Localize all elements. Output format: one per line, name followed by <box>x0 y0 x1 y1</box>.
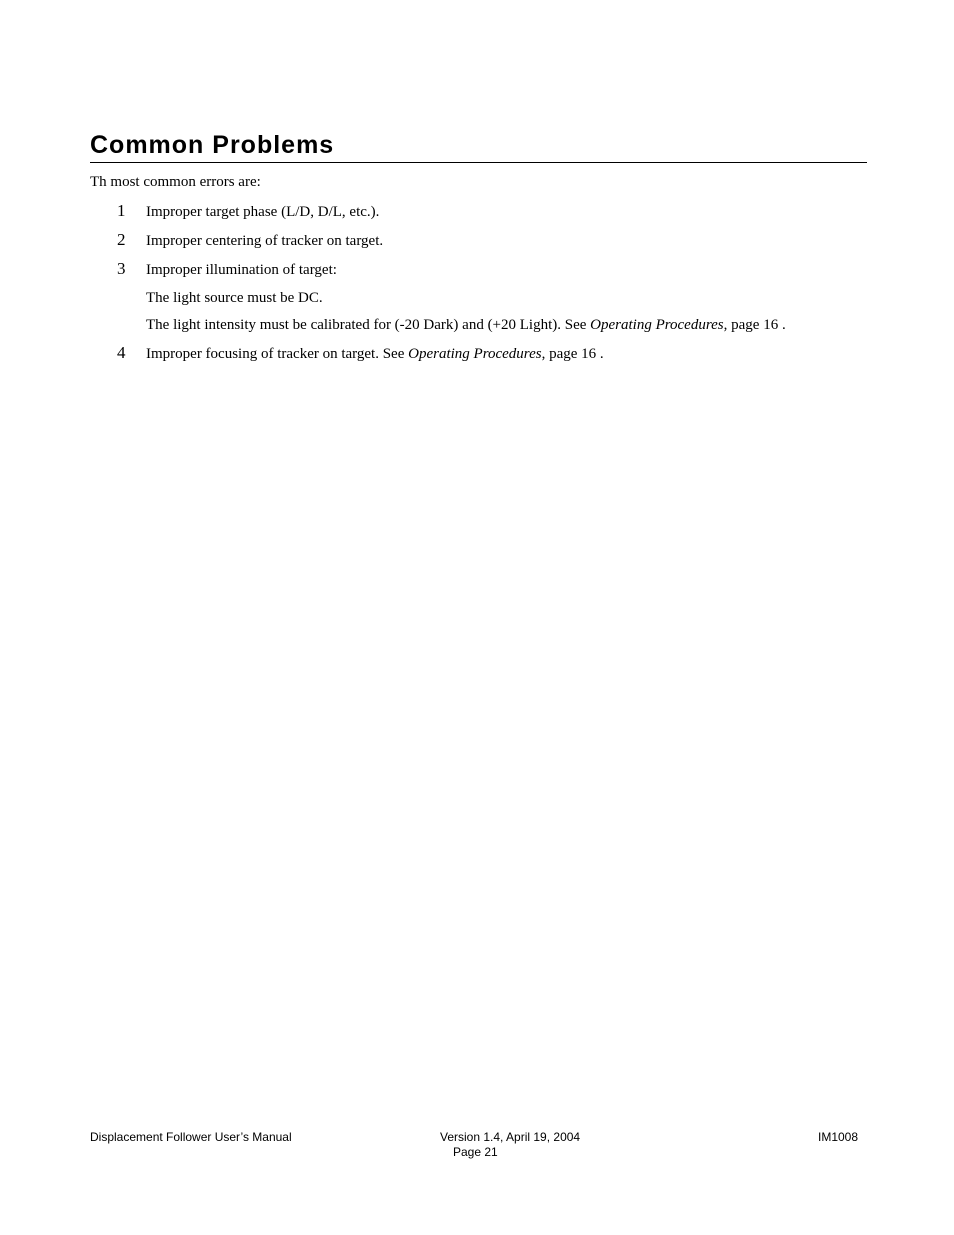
intro-text: Th most common errors are: <box>90 174 261 190</box>
list-item-3-text: Improper illumination of target: <box>146 262 337 278</box>
item-4-text-before: Improper focusing of tracker on target. See <box>146 346 409 362</box>
list-item-1-text: Improper target phase (L/D, D/L, etc.). <box>146 204 380 220</box>
list-number-4: 4 <box>117 343 126 362</box>
operating-procedures-reference: Operating Procedures <box>408 346 542 362</box>
sub-2-text-before: The light intensity must be calibrated for (-20 Dark) and (+20 Light). See <box>146 317 591 333</box>
list-item-3-sub-2 <box>146 315 786 335</box>
item-4-text-after: , page 16 . <box>541 346 604 362</box>
list-item-3-sub-1: The light source must be DC. <box>146 290 323 306</box>
list-number-1: 1 <box>117 201 126 220</box>
list-item-4-text <box>146 344 604 364</box>
list-item-2-text: Improper centering of tracker on target. <box>146 233 384 249</box>
operating-procedures-reference: Operating Procedures <box>590 317 724 333</box>
list-number-2: 2 <box>117 230 126 249</box>
section-title: Common Problems <box>90 131 335 159</box>
sub-2-text-after: , page 16 . <box>723 317 786 333</box>
footer-document-id: IM1008 <box>818 1130 859 1144</box>
footer-manual-title: Displacement Follower User’s Manual <box>90 1130 292 1144</box>
section-heading <box>90 129 867 163</box>
footer-version: Version 1.4, April 19, 2004 <box>440 1130 581 1144</box>
footer-page-number: Page 21 <box>453 1145 498 1159</box>
list-number-3: 3 <box>117 259 126 278</box>
